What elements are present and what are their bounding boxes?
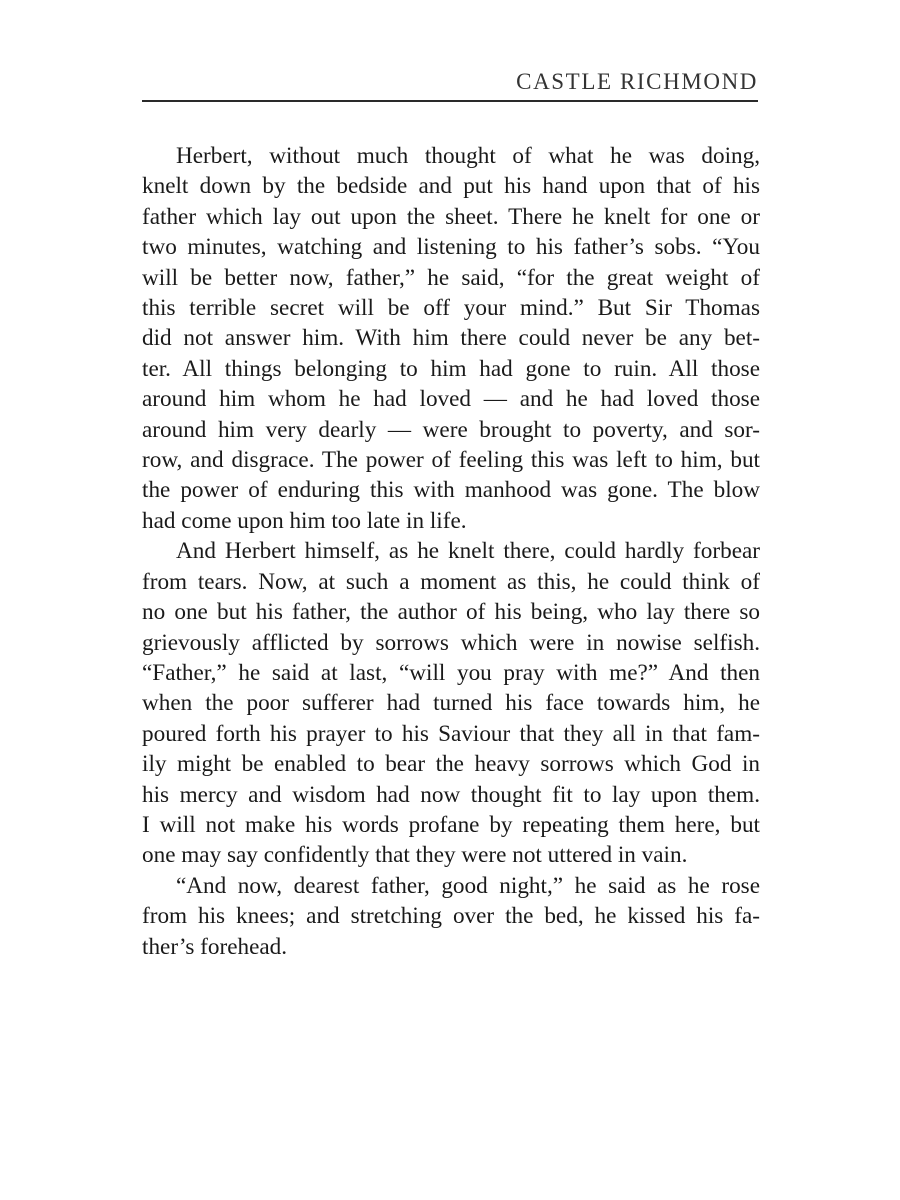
text-line: knelt down by the bedside and put his hand upon that of his — [142, 173, 760, 200]
text-line: will be better now, father,” he said, “for the great weight of — [142, 264, 760, 291]
text-line: two minutes, watching and listening to his father’s sobs. “You — [142, 234, 760, 261]
text-line: from tears. Now, at such a moment as this, he could think of — [142, 568, 760, 595]
running-title: CASTLE RICHMOND — [516, 69, 758, 94]
text-line: from his knees; and stretching over the bed, he kissed his fa- — [142, 903, 760, 930]
text-line: I will not make his words profane by repeating them here, but — [142, 811, 760, 838]
running-head — [142, 68, 758, 102]
paragraph — [142, 871, 760, 962]
text-line: one may say confidently that they were not uttered in vain. — [142, 842, 688, 869]
text-line: ther’s forehead. — [142, 933, 288, 960]
text-line: grievously afflicted by sorrows which were in nowise selfish. — [142, 629, 760, 656]
text-line: ter. All things belonging to him had gone to ruin. All those — [142, 355, 760, 382]
text-line: “And now, dearest father, good night,” he said as he rose — [176, 872, 760, 899]
text-line: around him whom he had loved — and he had loved those — [142, 386, 760, 413]
paragraph — [142, 141, 760, 536]
text-line: “Father,” he said at last, “will you pray with me?” And then — [142, 659, 760, 686]
text-line: had come upon him too late in life. — [142, 507, 467, 534]
text-line: row, and disgrace. The power of feeling this was left to him, but — [142, 447, 760, 474]
paragraph — [142, 536, 760, 870]
text-line: the power of enduring this with manhood was gone. The blow — [142, 477, 760, 504]
text-line: poured forth his prayer to his Saviour that they all in that fam- — [142, 720, 760, 747]
body-text — [142, 141, 760, 962]
text-line: Herbert, without much thought of what he was doing, — [176, 143, 760, 169]
text-line: And Herbert himself, as he knelt there, could hardly forbear — [176, 538, 760, 565]
text-line: his mercy and wisdom had now thought fit to lay upon them. — [142, 781, 760, 808]
text-line: this terrible secret will be off your mind.” But Sir Thomas — [142, 295, 760, 322]
text-line: father which lay out upon the sheet. There he knelt for one or — [142, 203, 760, 230]
text-line: ily might be enabled to bear the heavy sorrows which God in — [142, 751, 760, 778]
text-line: around him very dearly — were brought to poverty, and sor- — [142, 416, 760, 443]
text-line: when the poor sufferer had turned his face towards him, he — [142, 690, 760, 717]
text-line: no one but his father, the author of his being, who lay there so — [142, 599, 760, 626]
text-line: did not answer him. With him there could never be any bet- — [142, 325, 760, 352]
